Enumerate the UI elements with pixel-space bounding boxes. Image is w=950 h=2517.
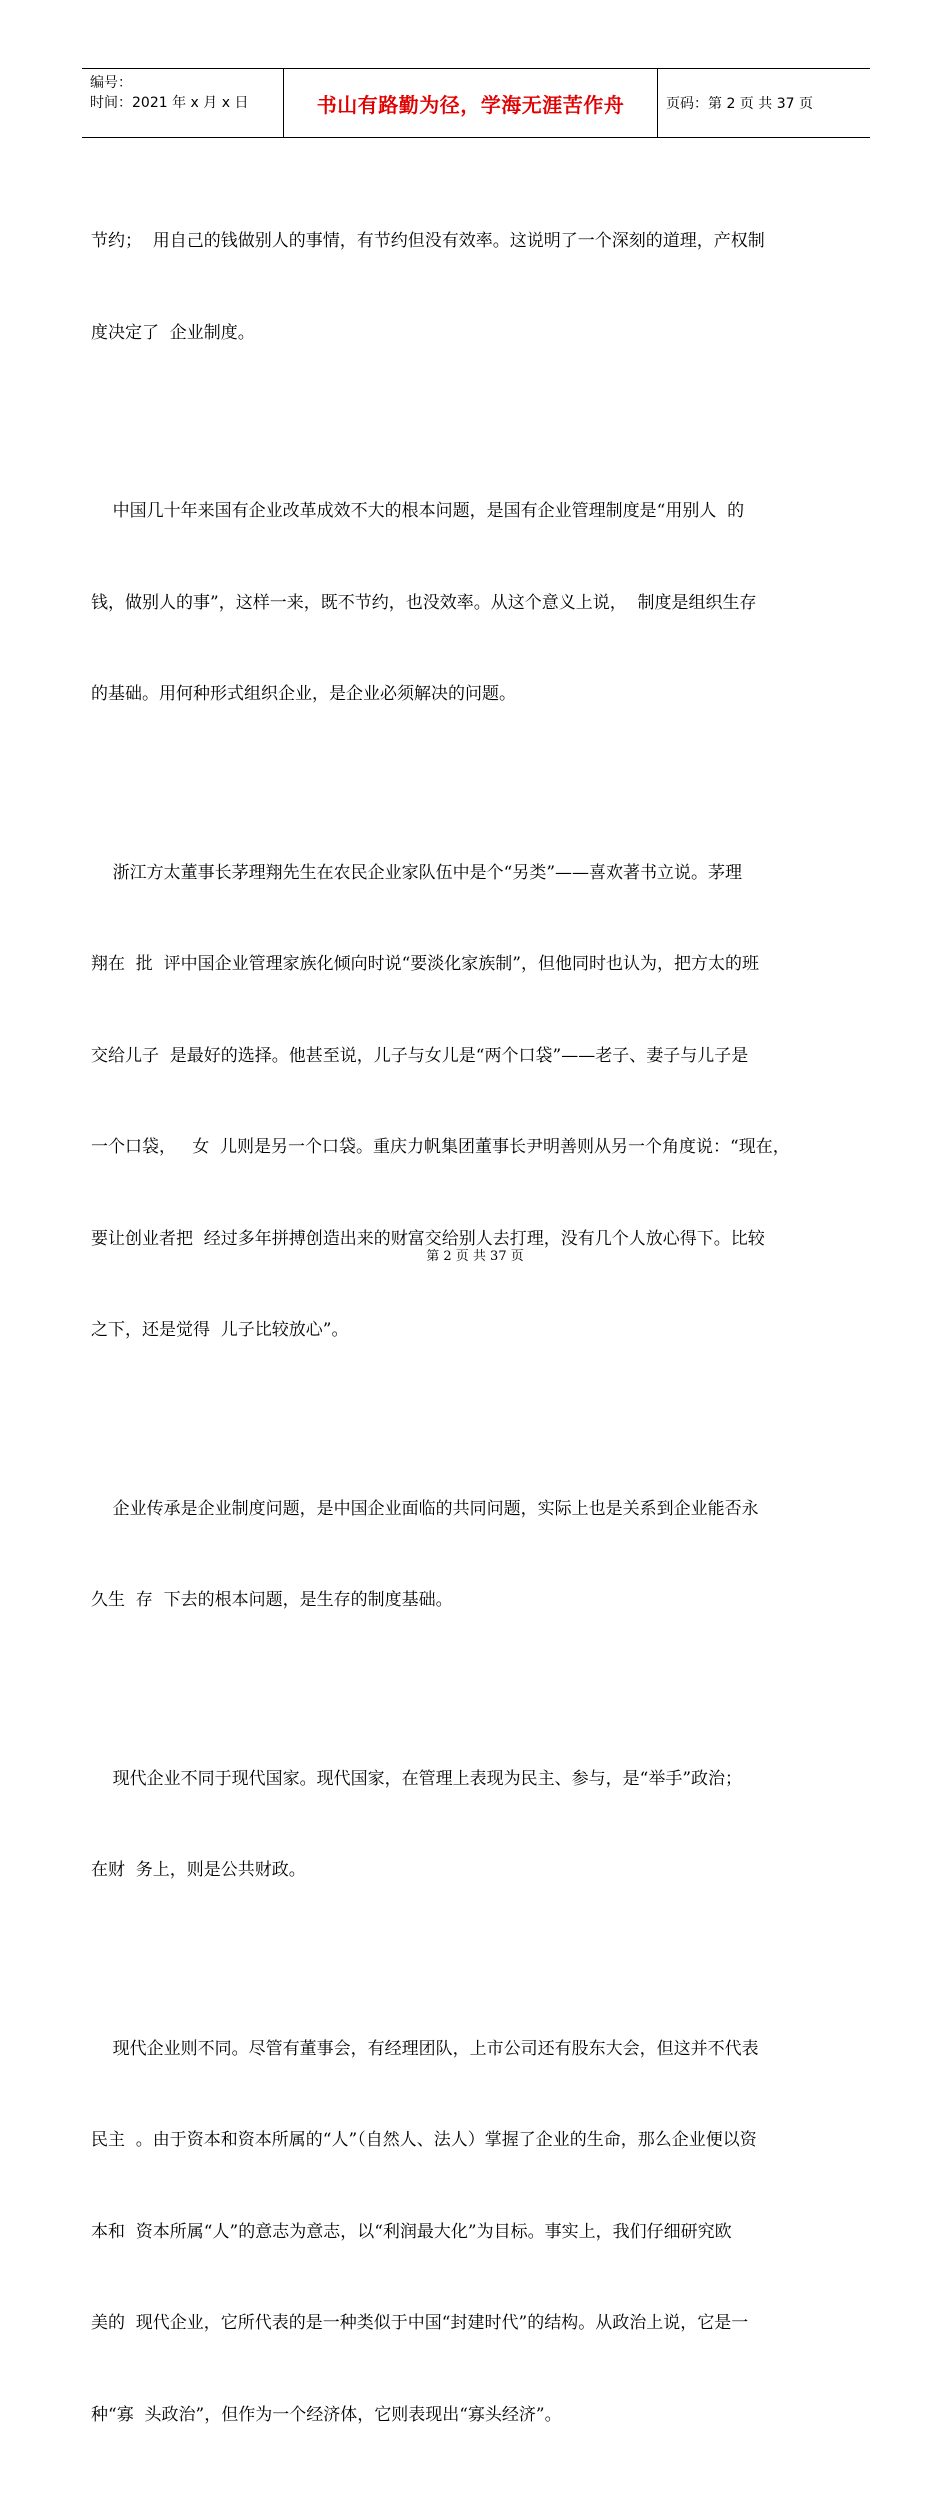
- header-page-info: 页码：第 2 页 共 37 页: [666, 96, 813, 112]
- paragraph-line: 要让创业者把 经过多年拼搏创造出来的财富交给别人去打理，没有几个人放心得下。比较: [91, 1228, 765, 1249]
- body-paragraph: [91, 1973, 861, 2492]
- paragraph-line: 本和 资本所属“人”的意志为意志，以“利润最大化”为目标。事实上，我们仔细研究欧: [91, 2221, 732, 2242]
- paragraph-line: 在财 务上，则是公共财政。: [91, 1860, 306, 1880]
- body-paragraph: [91, 797, 861, 1407]
- body-paragraph: [91, 435, 861, 771]
- paragraph-line: 之下，还是觉得 儿子比较放心”。: [91, 1320, 349, 1340]
- paragraph-line: 一个口袋， 女 儿则是另一个口袋。重庆力帆集团董事长尹明善则从另一个角度说：“现在，: [91, 1137, 790, 1157]
- header-motto-cell: [284, 69, 658, 137]
- page-footer: [0, 1245, 950, 1264]
- paragraph-line: 中国几十年来国有企业改革成效不大的根本问题，是国有企业管理制度是“用别人 的: [91, 501, 745, 521]
- document-body: [91, 165, 861, 2517]
- document-number-label: 编号：: [90, 75, 132, 91]
- paragraph-line: 种“寡 头政治”，但作为一个经济体，它则表现出“寡头经济”。: [91, 2404, 562, 2425]
- document-date-label: 时间：2021 年 x 月 x 日: [90, 95, 249, 111]
- body-paragraph: [91, 1703, 861, 1947]
- paragraph-line: 现代企业不同于现代国家。现代国家，在管理上表现为民主、参与，是“举手”政治；: [91, 1768, 743, 1789]
- page-header: [82, 68, 870, 138]
- paragraph-line: 美的 现代企业，它所代表的是一种类似于中国“封建时代”的结构。从政治上说，它是一: [91, 2313, 749, 2333]
- paragraph-line: 久生 存 下去的根本问题，是生存的制度基础。: [91, 1590, 453, 1610]
- header-meta-cell: [82, 69, 284, 137]
- paragraph-line: 浙江方太董事长茅理翔先生在农民企业家队伍中是个“另类”——喜欢著书立说。茅理: [91, 862, 743, 883]
- paragraph-line: 的基础。用何种形式组织企业，是企业必须解决的问题。: [91, 684, 516, 704]
- footer-page-number: 第 2 页 共 37 页: [426, 1249, 524, 1264]
- paragraph-line: 民主 。由于资本和资本所属的“人”（自然人、法人）掌握了企业的生命，那么企业便以资: [91, 2130, 757, 2150]
- paragraph-line: 企业传承是企业制度问题，是中国企业面临的共同问题，实际上也是关系到企业能否永: [91, 1498, 759, 1519]
- paragraph-line: 度决定了 企业制度。: [91, 322, 255, 343]
- paragraph-line: 现代企业则不同。尽管有董事会，有经理团队，上市公司还有股东大会，但这并不代表: [91, 2038, 759, 2059]
- body-paragraph: [91, 1433, 861, 1677]
- header-page-cell: [658, 69, 870, 137]
- paragraph-line: 交给儿子 是最好的选择。他甚至说，儿子与女儿是“两个口袋”——老子、妻子与儿子是: [91, 1045, 749, 1066]
- paragraph-line: 翔在 批 评中国企业管理家族化倾向时说“要淡化家族制”，但他同时也认为，把方太的班: [91, 954, 759, 974]
- paragraph-line: 节约； 用自己的钱做别人的事情，有节约但没有效率。这说明了一个深刻的道理，产权制: [91, 231, 765, 251]
- paragraph-line: 钱，做别人的事”，这样一来，既不节约，也没效率。从这个意义上说， 制度是组织生存: [91, 592, 757, 613]
- body-paragraph: [91, 165, 861, 409]
- header-motto: 书山有路勤为径，学海无涯苦作舟: [316, 92, 625, 117]
